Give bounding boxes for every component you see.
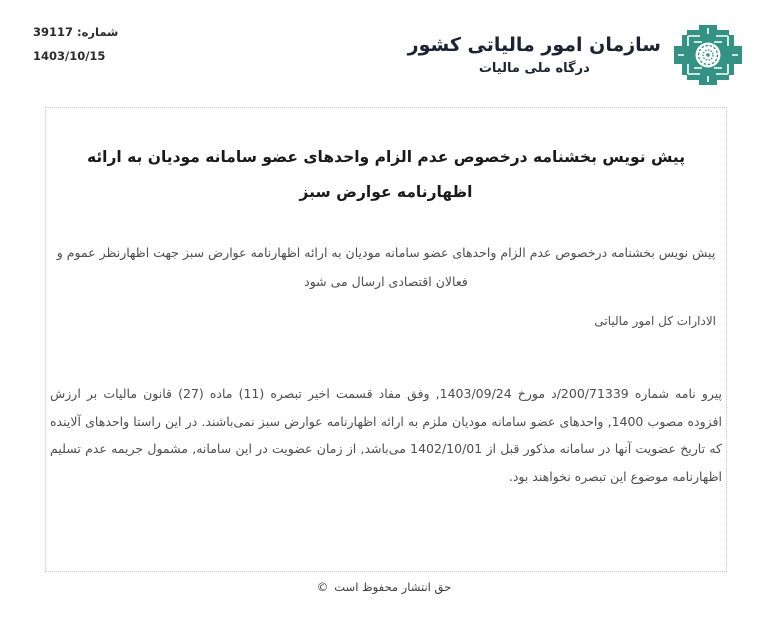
copyright-text: حق انتشار محفوظ است: [334, 580, 452, 594]
letter-number: شماره: 39117: [33, 25, 119, 39]
org-name: سازمان امور مالیاتی کشور: [407, 33, 661, 56]
letter-title: پیش نویس بخشنامه درخصوص عدم الزام واحدهای عضو سامانه مودیان به ارائه اظهارنامه عوارض سبز: [86, 148, 686, 201]
org-titles: [408, 34, 661, 77]
copyright-footer: [0, 580, 768, 594]
letter-meta: [33, 25, 118, 63]
letter-summary: پیش نویس بخشنامه درخصوص عدم الزام واحدهای عضو سامانه مودیان به ارائه اظهارنامه عوارض سبز جهت اظهارنظر عموم و فعالان اقتصادی ارسال می شود: [56, 245, 716, 289]
org-subtitle: درگاه ملی مالیات: [478, 61, 590, 77]
letter-addressee: الادارات کل امور مالیاتی: [594, 314, 716, 328]
copyright-icon: ©: [316, 580, 329, 594]
org-header: [408, 24, 744, 86]
letter-card: [45, 107, 727, 572]
tax-organization-emblem-icon: [672, 24, 744, 86]
letter-date: 1403/10/15: [33, 49, 106, 63]
letter-body: پیرو نامه شماره 200/71339/د مورخ 1403/09/24, وفق مفاد قسمت اخیر تبصره (11) ماده (27) قانون مالیات بر ارزش افزوده مصوب 1400, واحدهای عضو سامانه مودیان ملزم به ارائه اظهارنامه عوارض سبز نمی‌باشند. در این راستا واحدهای آلاینده که تاریخ عضویت آنها در سامانه مذکور قبل از 1402/10/01 می‌باشد, از زمان عضویت در این سامانه, مشمول جریمه عدم تسلیم اظهارنامه موضوع این تبصره نخواهند بود.: [50, 386, 723, 484]
